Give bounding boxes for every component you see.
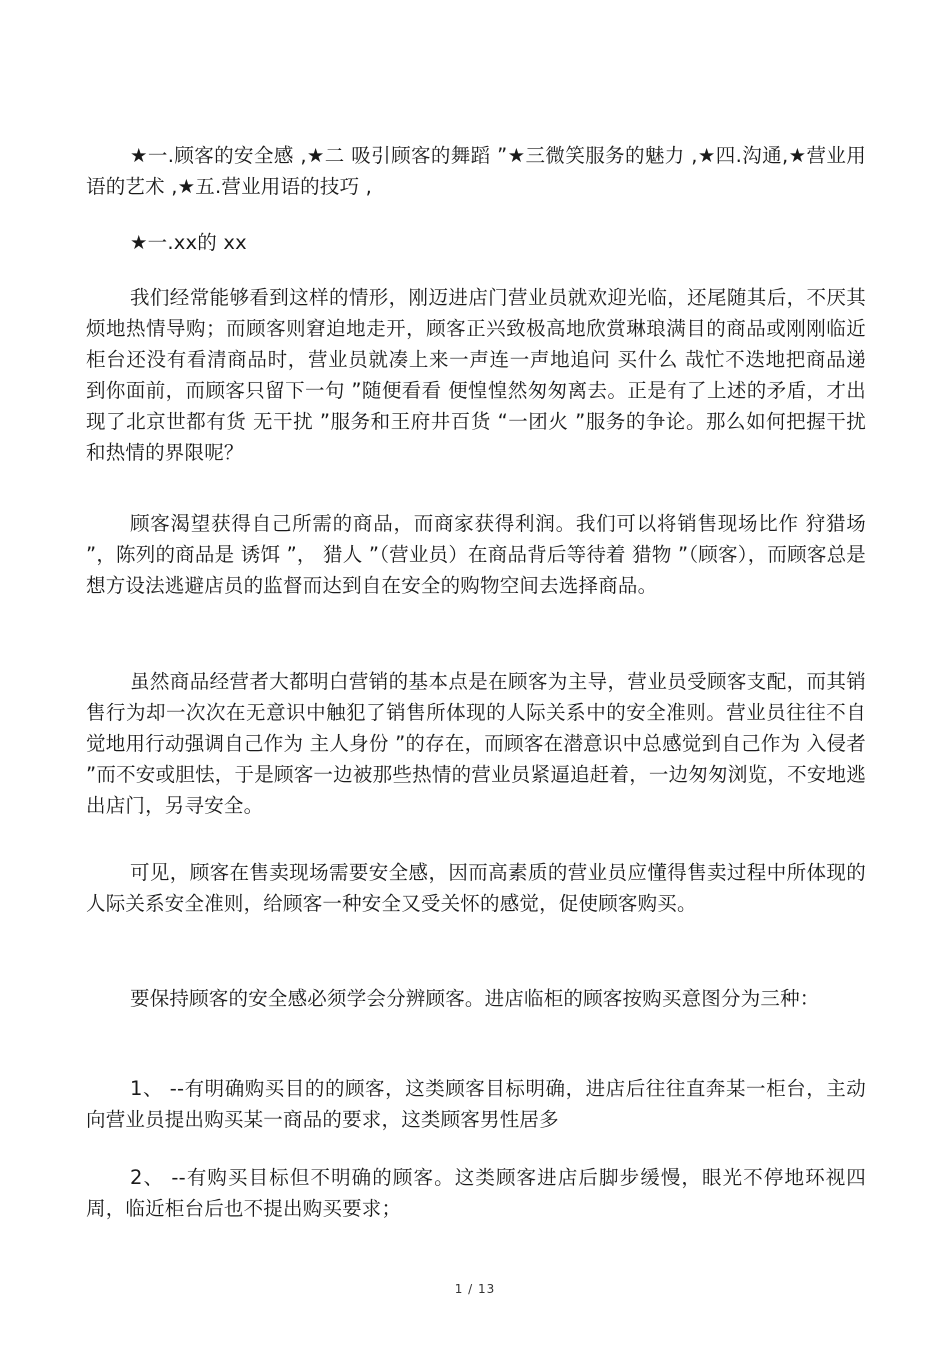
- body-paragraph: 我们经常能够看到这样的情形，刚迈进店门营业员就欢迎光临，还尾随其后，不厌其烦地热情导购；而顾客则窘迫地走开，顾客正兴致极高地欣赏琳琅满目的商品或刚刚临近柜台还没有看清商品时，营业员就凑上来一声连一声地追问 买什么 哉忙不迭地把商品递到你面前，而顾客只留下一句 ”随便看看 便惶惶然匆匆离去。正是有了上述的矛盾，才出现了北京世都有货 无干扰 ”服务和王府井百货 “一团火 ”服务的争论。那么如何把握干扰和热情的界限呢？: [86, 286, 866, 464]
- toc-paragraph: ★一.顾客的安全感 ,★二 吸引顾客的舞蹈 ”★三微笑服务的魅力 ,★四.沟通,★营业用语的艺术 ,★五.营业用语的技巧 ,: [86, 144, 866, 198]
- list-item: 1、 --有明确购买目的的顾客，这类顾客目标明确，进店后往往直奔某一柜台，主动向营业员提出购买某一商品的要求，这类顾客男性居多: [86, 1077, 866, 1131]
- body-paragraph: 顾客渴望获得自己所需的商品，而商家获得利润。我们可以将销售现场比作 狩猎场 ”，陈列的商品是 诱饵 ”， 猎人 ”（营业员）在商品背后等待着 猎物 ”（顾客），而顾客总是想方设法逃避店员的监督而达到自在安全的购物空间去选择商品。: [86, 512, 866, 597]
- section-heading: ★一.xx的 xx: [130, 231, 247, 254]
- page-indicator: 1 / 13: [454, 1282, 496, 1296]
- body-paragraph: 要保持顾客的安全感必须学会分辨顾客。进店临柜的顾客按购买意图分为三种：: [130, 987, 820, 1010]
- body-paragraph: 可见，顾客在售卖现场需要安全感，因而高素质的营业员应懂得售卖过程中所体现的人际关系安全准则，给顾客一种安全又受关怀的感觉，促使顾客购买。: [86, 861, 866, 915]
- body-paragraph: 虽然商品经营者大都明白营销的基本点是在顾客为主导，营业员受顾客支配，而其销售行为却一次次在无意识中触犯了销售所体现的人际关系中的安全准则。营业员往往不自觉地用行动强调自己作为 主人身份 ”的存在，而顾客在潜意识中总感觉到自己作为 入侵者 ”而不安或胆怯，于是顾客一边被那些热情的营业员紧逼追赶着，一边匆匆浏览，不安地逃出店门，另寻安全。: [86, 670, 866, 817]
- list-item: 2、 --有购买目标但不明确的顾客。这类顾客进店后脚步缓慢，眼光不停地环视四周，临近柜台后也不提出购买要求；: [86, 1166, 866, 1220]
